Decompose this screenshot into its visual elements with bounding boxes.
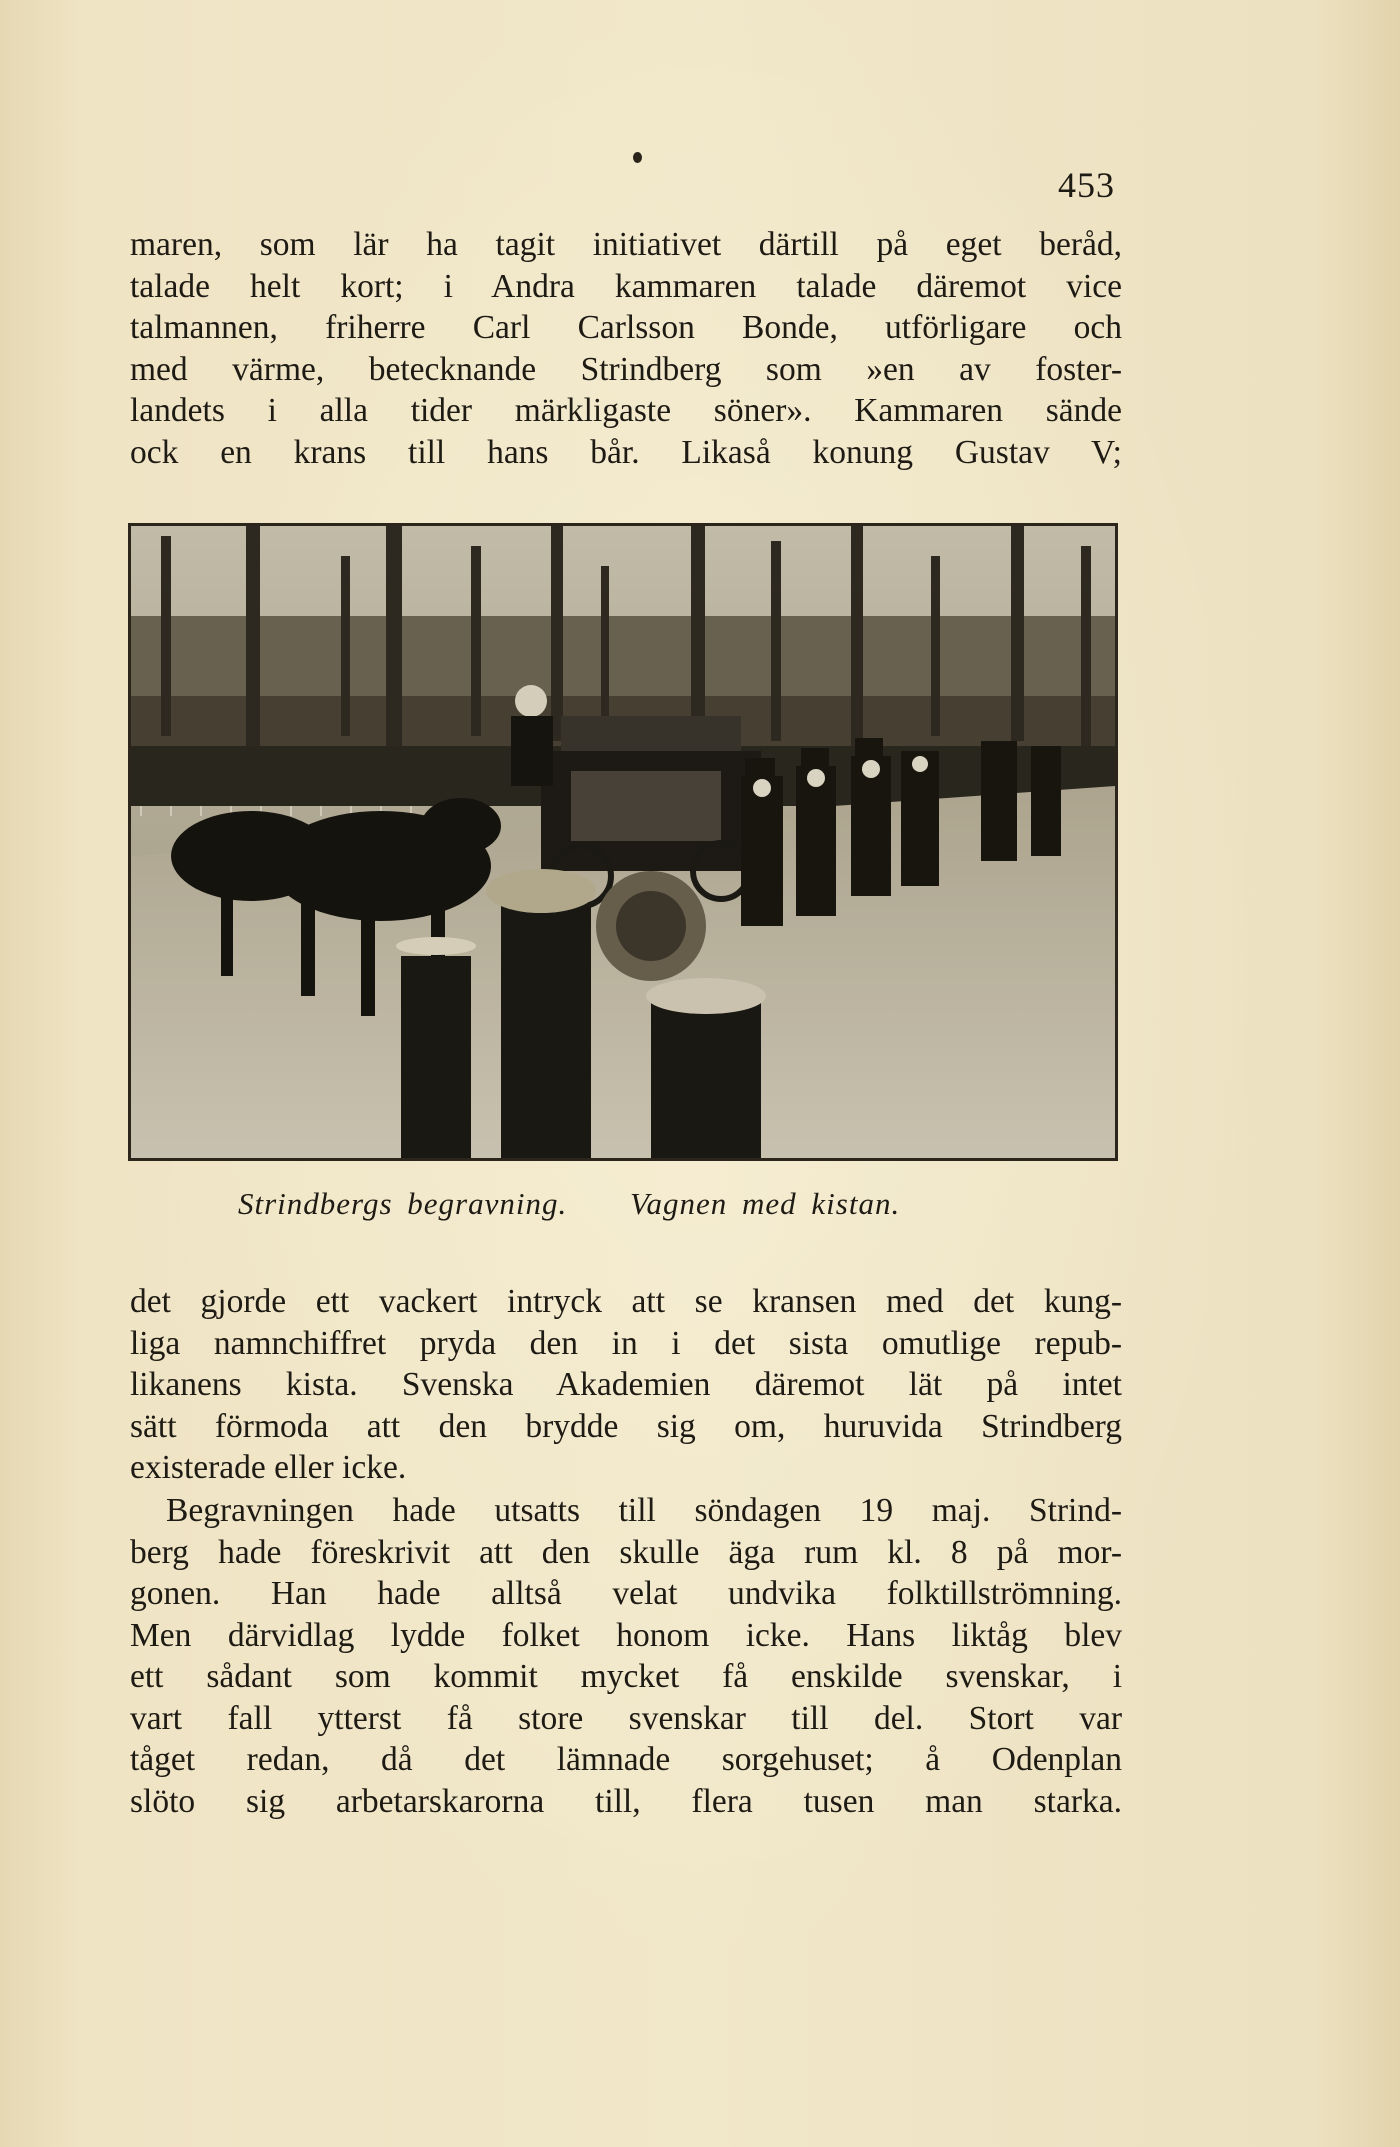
text-line: ett sådant som kommit mycket få enskilde svenskar, i — [130, 1658, 1122, 1695]
funeral-photograph — [128, 523, 1118, 1161]
text-line: talade helt kort; i Andra kammaren talade däremot vice — [130, 267, 1122, 305]
text-line: ock en krans till hans bår. Likaså konung Gustav V; — [130, 433, 1122, 471]
printer-mark — [633, 152, 642, 163]
text-line: likanens kista. Svenska Akademien däremot lät på intet — [130, 1366, 1122, 1403]
text-line: det gjorde ett vackert intryck att se kransen med det kung- — [130, 1283, 1122, 1320]
text-line: talmannen, friherre Carl Carlsson Bonde, utförligare och — [130, 309, 1122, 346]
photo-illustration — [131, 526, 1115, 1158]
text-line: tåget redan, då det lämnade sorgehuset; å Odenplan — [130, 1741, 1122, 1778]
paragraph-1 — [130, 224, 1122, 473]
text-line: berg hade föreskrivit att den skulle äga rum kl. 8 på mor- — [130, 1533, 1122, 1571]
text-line: maren, som lär ha tagit initiativet därtill på eget beråd, — [130, 226, 1122, 263]
text-line: slöto sig arbetarskarorna till, flera tusen man starka. — [130, 1782, 1122, 1820]
text-line: gonen. Han hade alltså velat undvika folktillströmning. — [130, 1575, 1122, 1612]
paragraph-3 — [130, 1490, 1122, 1822]
figure-caption — [238, 1186, 900, 1222]
page-number: 453 — [1058, 165, 1115, 205]
text-line: sätt förmoda att den brydde sig om, huruvida Strindberg — [130, 1407, 1122, 1445]
text-line: existerade eller icke. — [130, 1449, 407, 1486]
caption-title: Strindbergs begravning. — [238, 1186, 568, 1221]
paragraph-2 — [130, 1281, 1122, 1489]
text-line: med värme, betecknande Strindberg som »en av foster- — [130, 350, 1122, 388]
text-line: vart fall ytterst få store svenskar till del. Stort var — [130, 1699, 1122, 1737]
text-line: liga namnchiffret pryda den in i det sista omutlige repub- — [130, 1324, 1122, 1362]
text-line: Begravningen hade utsatts till söndagen 19 maj. Strind- — [166, 1492, 1122, 1529]
text-line: Men därvidlag lydde folket honom icke. Hans liktåg blev — [130, 1616, 1122, 1654]
text-line: landets i alla tider märkligaste söner». Kammaren sände — [130, 392, 1122, 429]
caption-subtitle: Vagnen med kistan. — [629, 1186, 901, 1221]
